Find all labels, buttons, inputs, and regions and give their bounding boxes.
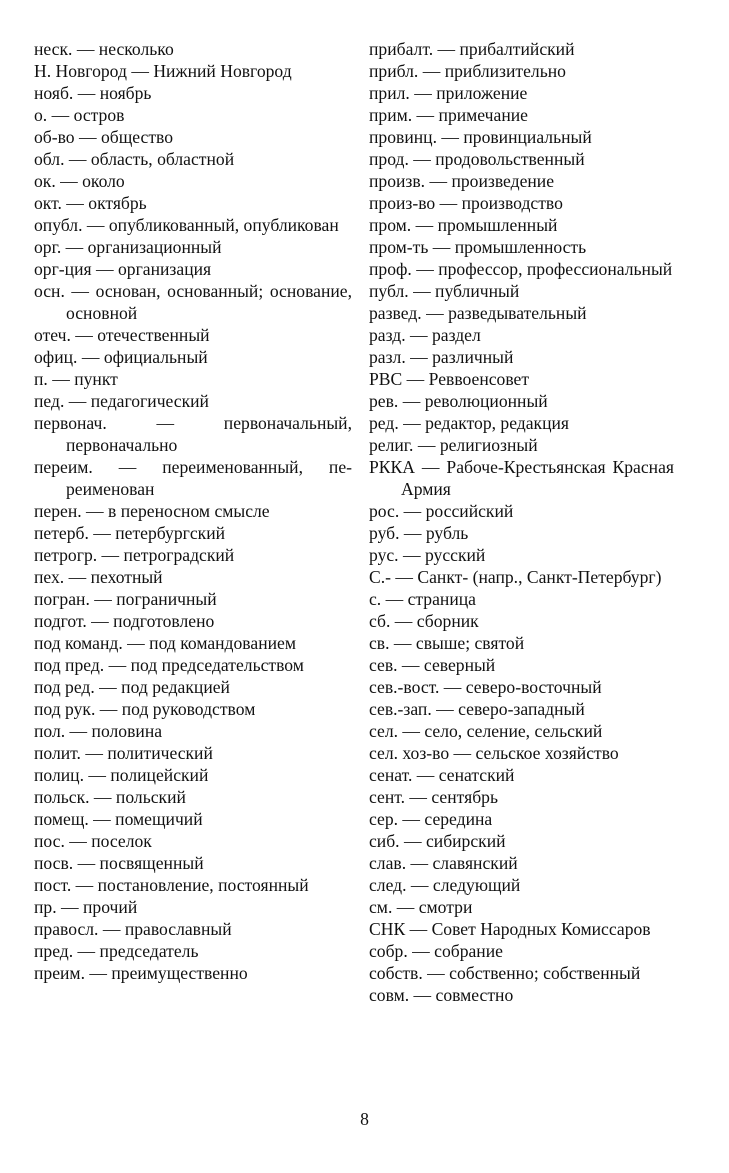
- abbreviation-entry: рос. — российский: [369, 501, 514, 521]
- abbreviation-entry: преим. — преимущественно: [34, 963, 248, 983]
- abbreviation-entry: провинц. — провинциальный: [369, 127, 592, 147]
- page-number: 8: [360, 1109, 369, 1129]
- abbreviation-entry: полит. — политический: [34, 743, 213, 763]
- abbreviation-entry: пос. — поселок: [34, 831, 152, 851]
- abbreviation-entry: слав. — славянский: [369, 853, 518, 873]
- abbreviation-entry: полиц. — полицейский: [34, 765, 209, 785]
- abbreviation-entry: ок. — около: [34, 171, 125, 191]
- abbreviation-entry: рев. — революционный: [369, 391, 548, 411]
- abbreviation-entry: пром. — промышленный: [369, 215, 558, 235]
- abbreviation-entry: ред. — редактор, редакция: [369, 413, 570, 433]
- abbreviation-entry: рус. — русский: [369, 545, 486, 565]
- abbreviation-entry: сел. — село, селение, сельский: [369, 721, 603, 741]
- abbreviation-entry: о. — остров: [34, 105, 125, 125]
- abbreviation-entry: сев.-зап. — северо-западный: [369, 699, 585, 719]
- abbreviation-entry: перен. — в переносном смысле: [34, 501, 270, 521]
- abbreviation-entry: религ. — религиозный: [369, 435, 538, 455]
- abbreviation-entry: след. — следующий: [369, 875, 521, 895]
- abbreviation-entry: сел. хоз-во — сельское хозяйство: [369, 743, 619, 763]
- abbreviation-entry: сев. — северный: [369, 655, 496, 675]
- abbreviation-entry: собств. — собственно; собственный: [369, 963, 641, 983]
- abbreviation-entry: сб. — сборник: [369, 611, 479, 631]
- abbreviation-entry: под рук. — под руководством: [34, 699, 256, 719]
- abbreviation-entry: окт. — октябрь: [34, 193, 147, 213]
- abbreviation-entry: переим. — переименованный, переименован: [34, 457, 352, 499]
- abbreviation-entry: проф. — профессор, профессиональный: [369, 259, 673, 279]
- abbreviation-entry: орг-ция — организация: [34, 259, 212, 279]
- abbreviation-entry: под пред. — под председательством: [34, 655, 304, 675]
- abbreviation-entry: прим. — примечание: [369, 105, 528, 125]
- abbreviation-entry: развед. — разведывательный: [369, 303, 587, 323]
- abbreviation-entry: орг. — организационный: [34, 237, 222, 257]
- abbreviation-entry: публ. — публичный: [369, 281, 520, 301]
- abbreviation-entry: сер. — середина: [369, 809, 493, 829]
- abbreviation-entry: пост. — постановление, постоянный: [34, 875, 309, 895]
- abbreviation-entry: прод. — продовольственный: [369, 149, 585, 169]
- abbreviation-entry: пр. — прочий: [34, 897, 138, 917]
- abbreviation-entry: разл. — различный: [369, 347, 514, 367]
- abbreviation-entry: РККА — Рабоче-Крестьянская Красная Армия: [369, 457, 674, 499]
- abbreviation-entry: обл. — область, областной: [34, 149, 235, 169]
- abbreviation-entry: С.- — Санкт- (напр., Санкт-Петербург): [369, 567, 662, 587]
- abbreviation-entry: Н. Новгород — Нижний Новгород: [34, 61, 292, 81]
- abbreviation-entry: собр. — собрание: [369, 941, 503, 961]
- abbreviation-entry: опубл. — опубликованный, опубликован: [34, 215, 339, 235]
- abbreviation-entry: петерб. — петербургский: [34, 523, 226, 543]
- abbreviation-entry: пол. — половина: [34, 721, 163, 741]
- abbreviation-entry: правосл. — православный: [34, 919, 232, 939]
- abbreviation-entry: св. — свыше; святой: [369, 633, 525, 653]
- abbreviation-entry: под команд. — под командованием: [34, 633, 296, 653]
- abbreviation-entry: подгот. — подготовлено: [34, 611, 215, 631]
- abbreviation-entry: посв. — посвященный: [34, 853, 204, 873]
- abbreviation-entry: под ред. — под редакцией: [34, 677, 230, 697]
- abbreviation-entry: совм. — совместно: [369, 985, 514, 1005]
- abbreviation-entry: пех. — пехотный: [34, 567, 163, 587]
- abbreviation-entry: нояб. — ноябрь: [34, 83, 152, 103]
- abbreviation-entry: произв. — произведение: [369, 171, 555, 191]
- abbreviation-entry: прибл. — приблизительно: [369, 61, 566, 81]
- abbreviation-entry: РВС — Реввоенсовет: [369, 369, 530, 389]
- right-column: [369, 38, 674, 1006]
- abbreviation-entry: польск. — польский: [34, 787, 186, 807]
- abbreviation-entry: сев.-вост. — северо-восточный: [369, 677, 602, 697]
- abbreviation-entry: неск. — несколько: [34, 39, 174, 59]
- abbreviation-entry: пед. — педагогический: [34, 391, 209, 411]
- abbreviation-entry: с. — страница: [369, 589, 476, 609]
- left-column: [34, 38, 352, 984]
- abbreviation-entry: первонач. — первоначальный, первоначально: [34, 413, 352, 455]
- abbreviation-entry: прил. — приложение: [369, 83, 528, 103]
- abbreviation-entry: п. — пункт: [34, 369, 118, 389]
- abbreviation-entry: пром-ть — промышленность: [369, 237, 587, 257]
- abbreviation-entry: пред. — председатель: [34, 941, 199, 961]
- abbreviation-entry: прибалт. — прибалтийский: [369, 39, 575, 59]
- abbreviation-entry: сент. — сентябрь: [369, 787, 498, 807]
- abbreviation-entry: см. — смотри: [369, 897, 473, 917]
- abbreviation-entry: сенат. — сенатский: [369, 765, 515, 785]
- abbreviation-entry: разд. — раздел: [369, 325, 481, 345]
- abbreviation-entry: сиб. — сибирский: [369, 831, 506, 851]
- abbreviation-entry: петрогр. — петроградский: [34, 545, 235, 565]
- abbreviation-entry: об-во — общество: [34, 127, 174, 147]
- abbreviation-entry: отеч. — отечественный: [34, 325, 210, 345]
- abbreviation-entry: офиц. — официальный: [34, 347, 208, 367]
- abbreviation-entry: погран. — пограничный: [34, 589, 217, 609]
- abbreviation-entry: руб. — рубль: [369, 523, 469, 543]
- abbreviation-entry: СНК — Совет Народных Комиссаров: [369, 919, 651, 939]
- abbreviation-entry: помещ. — помещичий: [34, 809, 203, 829]
- abbreviation-entry: произ-во — производство: [369, 193, 563, 213]
- abbreviation-entry: осн. — основан, основанный; основание, основной: [34, 281, 352, 323]
